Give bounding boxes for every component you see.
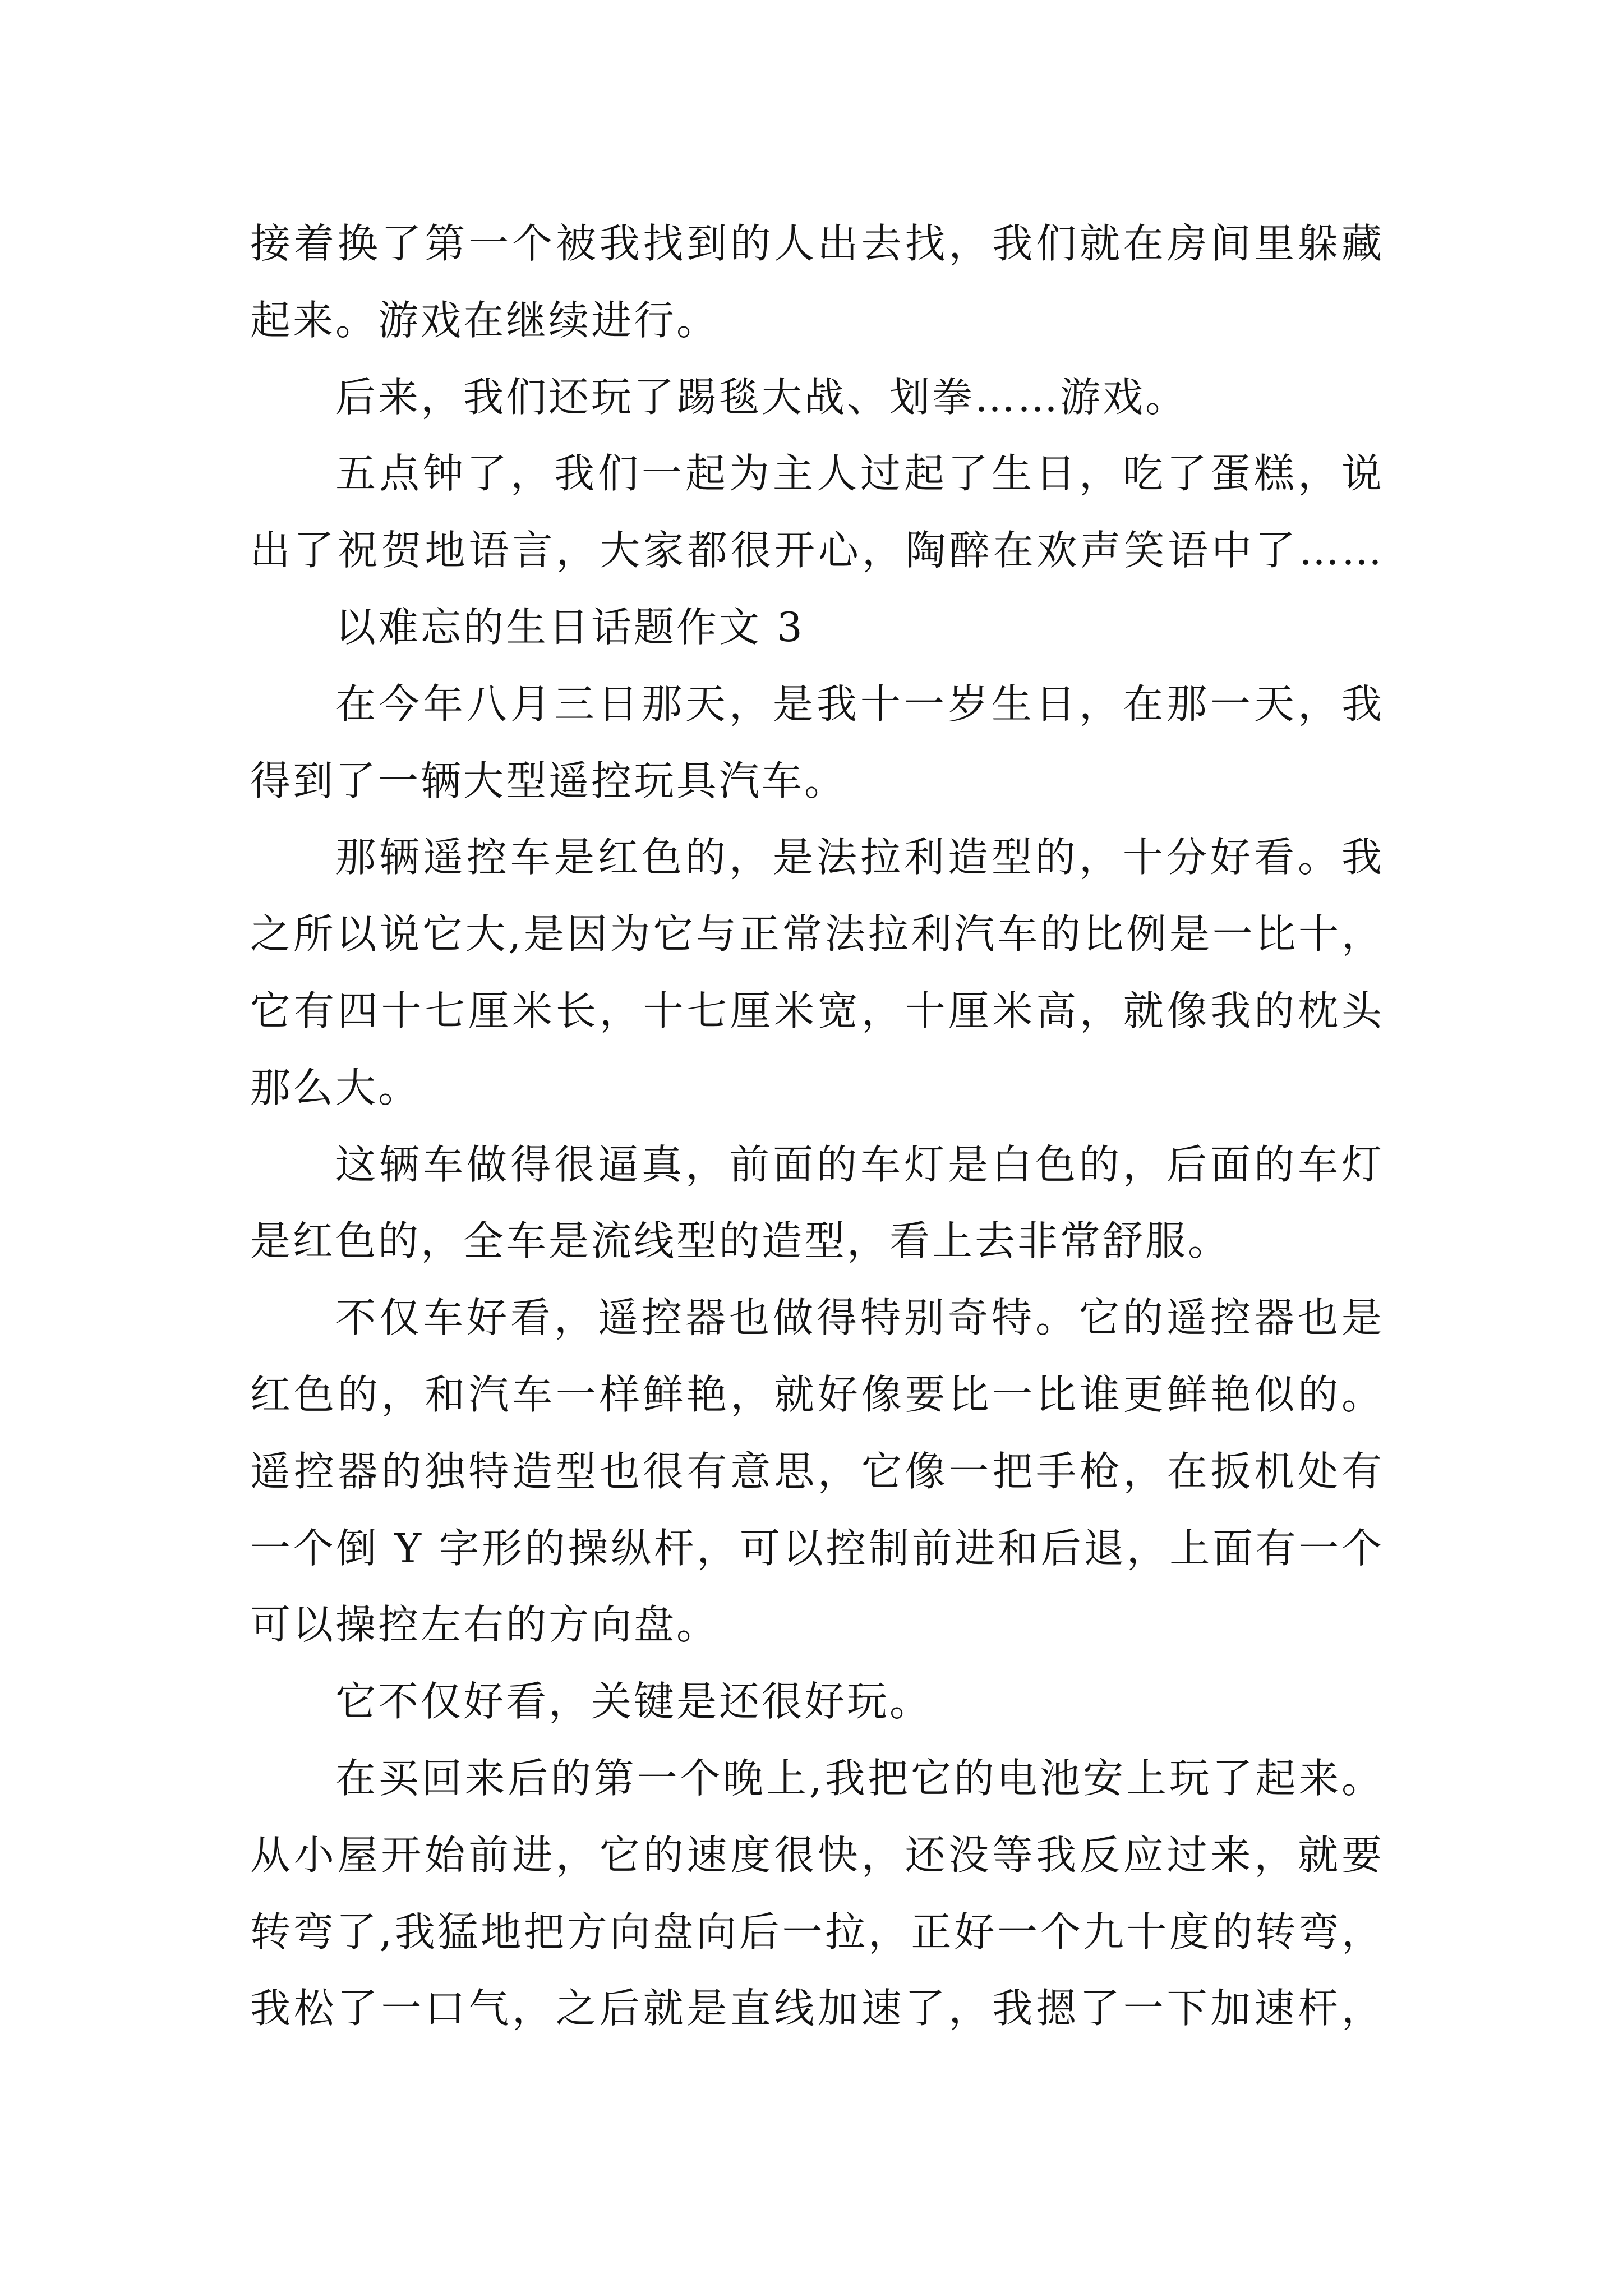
text-line: 红色的，和汽车一样鲜艳，就好像要比一比谁更鲜艳似的。 [250, 1370, 1384, 1418]
text-line: 接着换了第一个被我找到的人出去找，我们就在房间里躲藏 [250, 220, 1384, 267]
paragraph [250, 1280, 1384, 1663]
text-line: 它有四十七厘米长，十七厘米宽，十厘米高，就像我的枕头 [250, 987, 1384, 1034]
essay-heading [250, 589, 1384, 666]
paragraph [250, 1663, 1384, 1740]
paragraph [250, 1740, 1384, 2047]
text-line: 转弯了,我猛地把方向盘向后一拉，正好一个九十度的转弯， [250, 1908, 1384, 1955]
text-line: 不仅车好看，遥控器也做得特别奇特。它的遥控器也是 [335, 1294, 1384, 1342]
paragraph [250, 359, 1384, 436]
paragraph [250, 205, 1384, 359]
text-line: 一个倒 Y 字形的操纵杆，可以控制前进和后退，上面有一个 [250, 1524, 1384, 1572]
text-line: 我松了一口气，之后就是直线加速了，我摁了一下加速杆， [250, 1985, 1384, 2032]
document-body [250, 205, 1384, 2047]
text-line: 五点钟了，我们一起为主人过起了生日，吃了蛋糕，说 [335, 450, 1384, 498]
text-line: 是红色的，全车是流线型的造型，看上去非常舒服。 [250, 1217, 1231, 1265]
text-line: 可以操控左右的方向盘。 [250, 1601, 720, 1649]
essay-title: 以难忘的生日话题作文 3 [335, 603, 805, 651]
text-line: 那辆遥控车是红色的，是法拉利造型的，十分好看。我 [335, 834, 1384, 881]
text-line: 遥控器的独特造型也很有意思，它像一把手枪，在扳机处有 [250, 1447, 1384, 1495]
text-line: 从小屋开始前进，它的速度很快，还没等我反应过来，就要 [250, 1831, 1384, 1879]
paragraph [250, 1126, 1384, 1280]
text-line: 那么大。 [250, 1064, 421, 1111]
text-line: 在买回来后的第一个晚上,我把它的电池安上玩了起来。 [335, 1754, 1384, 1802]
text-line: 这辆车做得很逼真，前面的车灯是白色的，后面的车灯 [335, 1140, 1384, 1188]
text-line: 得到了一辆大型遥控玩具汽车。 [250, 757, 847, 804]
text-line: 后来，我们还玩了踢毯大战、划拳……游戏。 [335, 373, 1188, 421]
text-line: 出了祝贺地语言，大家都很开心，陶醉在欢声笑语中了…… [250, 527, 1384, 574]
paragraph [250, 666, 1384, 820]
text-line: 它不仅好看，关键是还很好玩。 [335, 1678, 933, 1726]
text-line: 在今年八月三日那天，是我十一岁生日，在那一天，我 [335, 680, 1384, 728]
paragraph [250, 435, 1384, 589]
text-line: 之所以说它大,是因为它与正常法拉利汽车的比例是一比十， [250, 910, 1384, 958]
text-line: 起来。游戏在继续进行。 [250, 296, 720, 344]
paragraph [250, 819, 1384, 1126]
